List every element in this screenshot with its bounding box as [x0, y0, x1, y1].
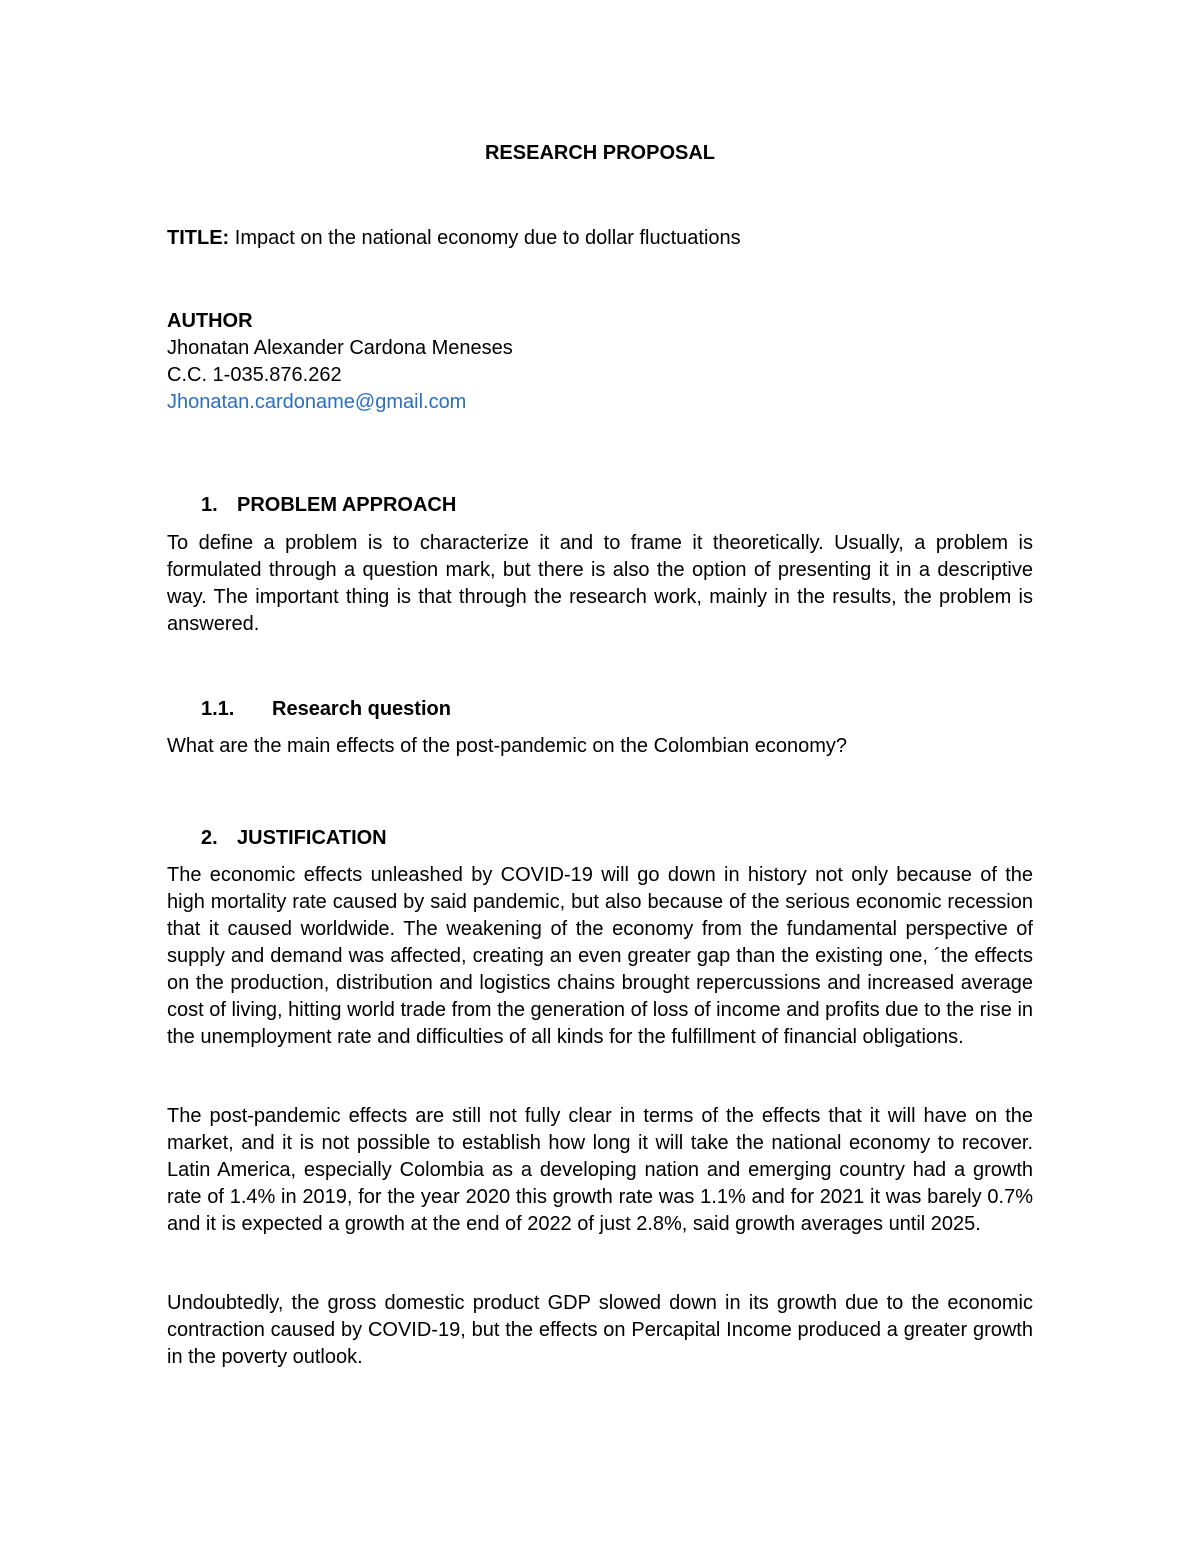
section-2-heading — [201, 825, 387, 851]
author-id: C.C. 1-035.876.262 — [167, 364, 342, 386]
section-1-number: 1. — [201, 494, 218, 516]
author-name: Jhonatan Alexander Cardona Meneses — [167, 337, 513, 359]
section-1-1-body: What are the main effects of the post-pandemic on the Colombian economy? — [167, 735, 848, 757]
document-heading: RESEARCH PROPOSAL — [484, 142, 716, 164]
title-label: TITLE: — [167, 227, 230, 249]
author-email-link[interactable]: Jhonatan.cardoname@gmail.com — [167, 391, 467, 413]
author-heading: AUTHOR — [167, 310, 253, 332]
section-2-number: 2. — [201, 827, 218, 849]
section-1-1-title: Research question — [272, 698, 451, 720]
author-block — [167, 308, 513, 416]
section-2-title: JUSTIFICATION — [237, 827, 387, 849]
section-1-title: PROBLEM APPROACH — [237, 494, 457, 516]
section-2-paragraph-2: The post-pandemic effects are still not fully clear in terms of the effects that it will have on the market, and it is not possible to establish how long it will take the national economy to recover. Latin America, especially Colombia as a developing nation and emerging country had a growth rate of 1.4% in 2019, for the year 2020 this growth rate was 1.1% and for 2021 it was barely 0.7% and it is expected a growth at the end of 2022 of just 2.8%, said growth averages until 2025. — [167, 1105, 1033, 1235]
title-text: Impact on the national economy due to dollar fluctuations — [234, 227, 741, 249]
section-1-1-number: 1.1. — [201, 698, 235, 720]
section-2-paragraph-1: The economic effects unleashed by COVID-19 will go down in history not only because of the high mortality rate caused by said pandemic, but also because of the serious economic recession that it caused worldwide. The weakening of the economy from the fundamental perspective of supply and demand was affected, creating an even greater gap than the existing one, ´the effects on the production, distribution and logistics chains brought repercussions and increased average cost of living, hitting world trade from the generation of loss of income and profits due to the rise in the unemployment rate and difficulties of all kinds for the fulfillment of financial obligations. — [167, 864, 1034, 1048]
section-1-body: To define a problem is to characterize it and to frame it theoretically. Usually, a problem is formulated through a question mark, but there is also the option of presenting it in a descriptive way. The important thing is that through the research work, mainly in the results, the problem is answered. — [167, 532, 1033, 635]
section-2-paragraph-3: Undoubtedly, the gross domestic product GDP slowed down in its growth due to the economic contraction caused by COVID-19, but the effects on Percapital Income produced a greater growth in the poverty outlook. — [167, 1292, 1033, 1368]
title-line — [167, 225, 741, 251]
section-1-1-heading — [201, 696, 451, 722]
section-1-heading — [201, 492, 456, 518]
